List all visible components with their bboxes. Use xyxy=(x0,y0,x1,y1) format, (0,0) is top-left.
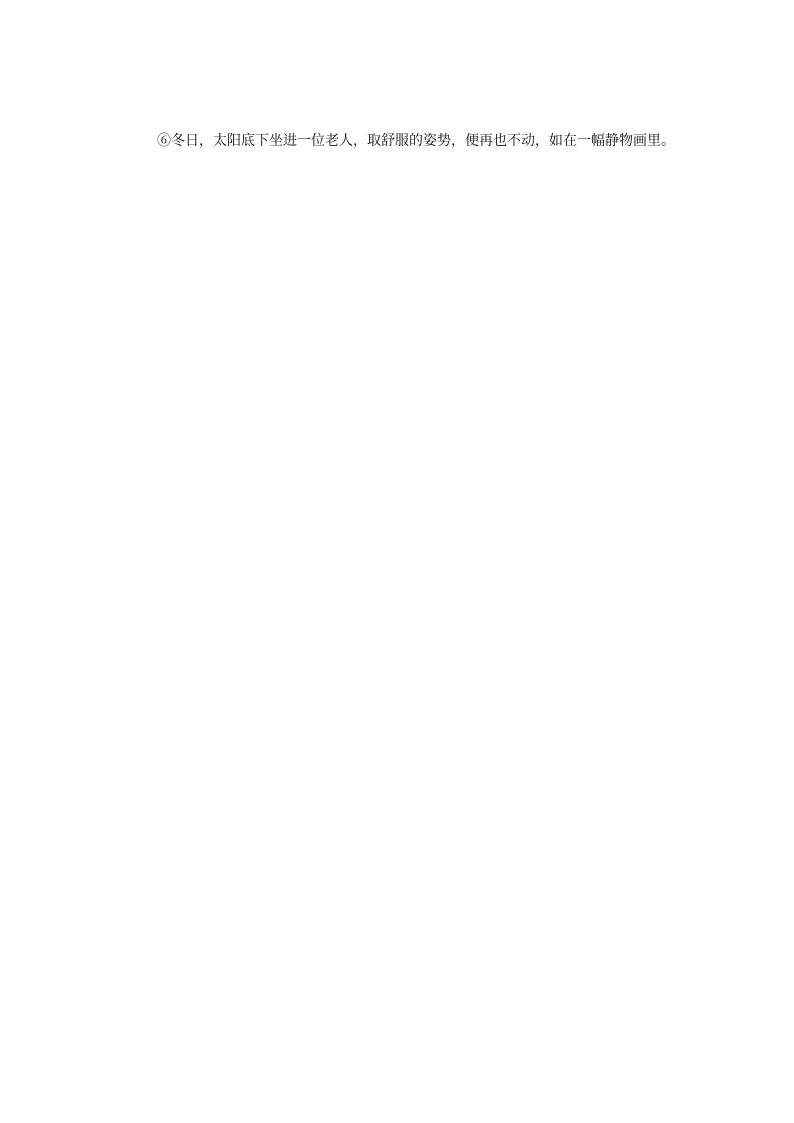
paragraph-6-line-1: ⑥冬日，太阳底下坐进一位老人，取舒服的姿势，便再也不动，如在一幅静物画里。 xyxy=(157,133,675,149)
